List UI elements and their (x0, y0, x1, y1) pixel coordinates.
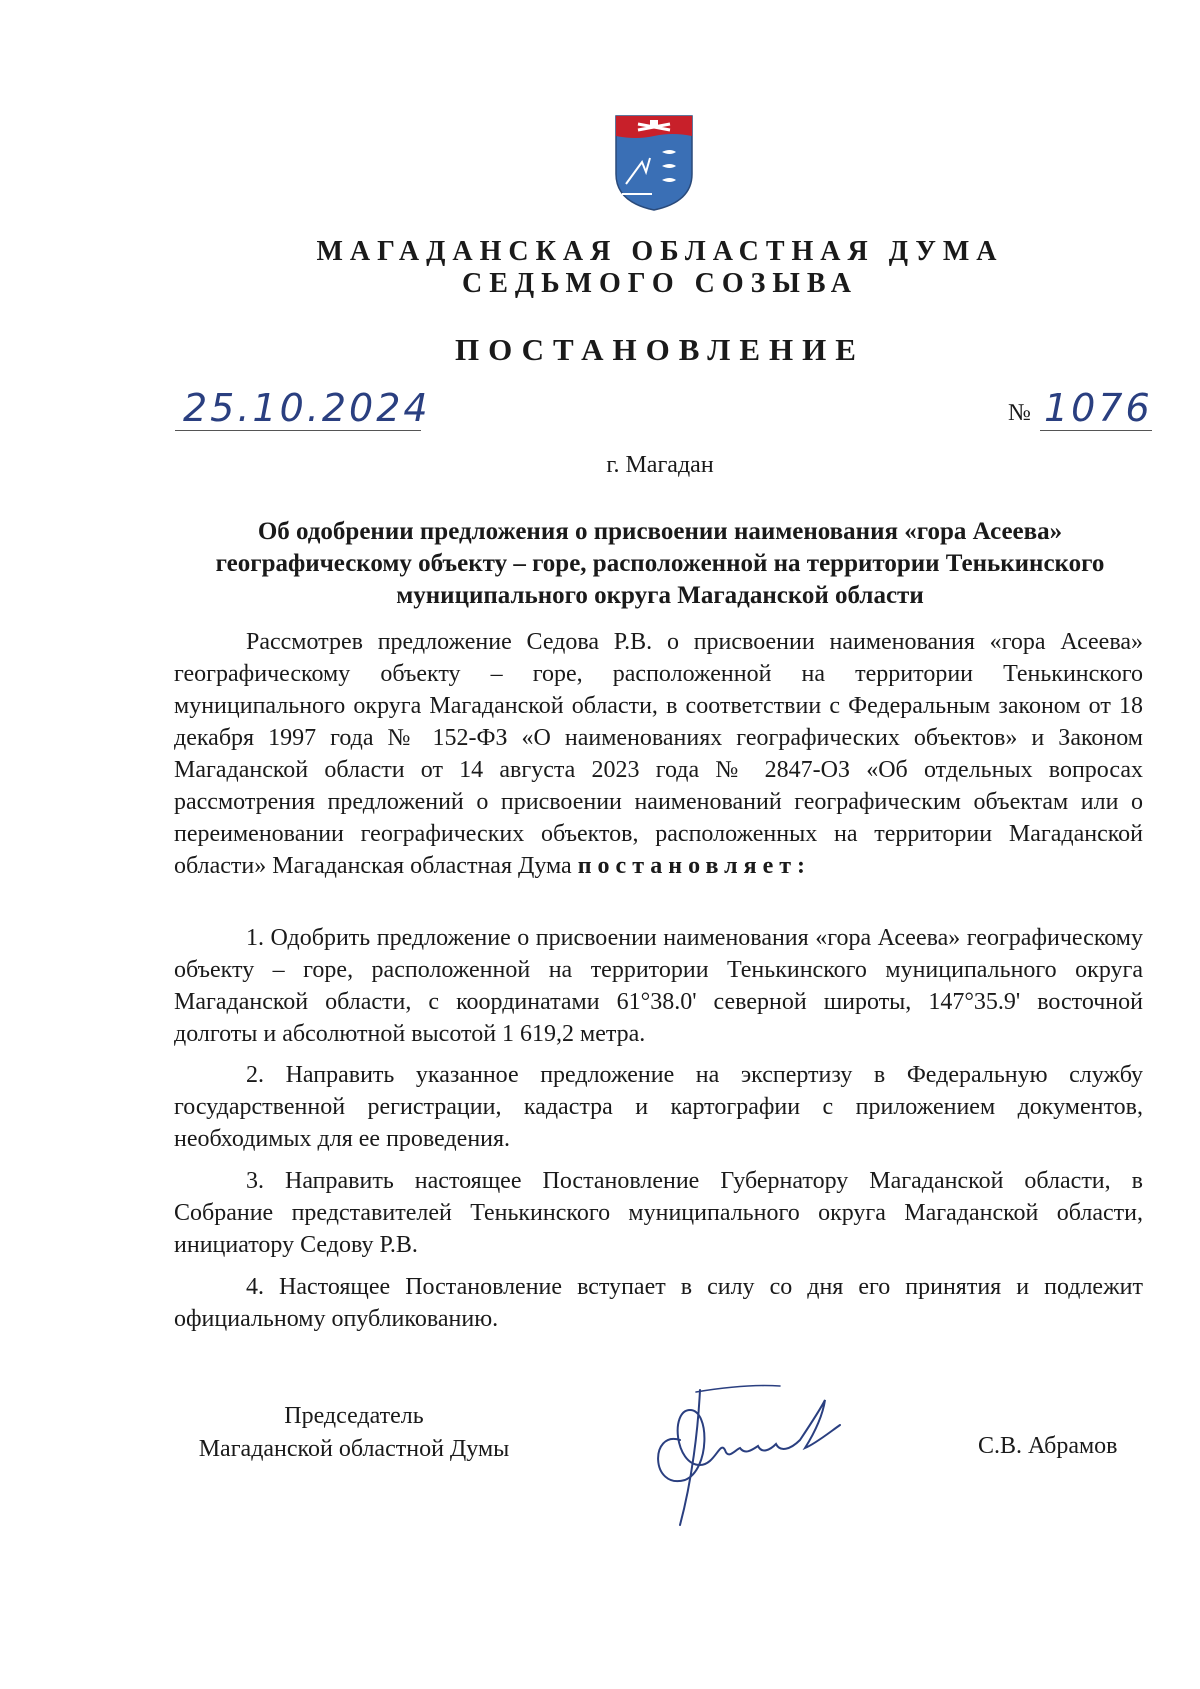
document-subject: Об одобрении предложения о присвоении наименования «гора Асеева» географическому объекту – горе, расположенной на территории Тенькинского муниципального округа Магаданской области (215, 518, 1105, 609)
clause-text: 2. Направить указанное предложение на экспертизу в Федеральную службу государственной регистрации, кадастра и картографии с приложением документов, необходимых для ее проведения. (174, 1062, 1143, 1152)
clause-2 (174, 1059, 1143, 1155)
organization-name: МАГАДАНСКАЯ ОБЛАСТНАЯ ДУМА (316, 236, 1004, 267)
document-type-title: ПОСТАНОВЛЕНИЕ (455, 332, 865, 367)
preamble-body: Рассмотрев предложение Седова Р.В. о присвоении наименования «гора Асеева» географическому объекту – горе, расположенной на территории Тенькинского муниципального округа Магаданской области, в соответствии с Федеральным законом от 18 декабря 1997 года № 152-ФЗ «О наименованиях географических объектов» и Законом Магаданской области от 14 августа 2023 года № 2847-ОЗ «Об отдельных вопросах рассмотрения предложений о присвоении наименований географическим объектам или о переименовании географических объектов, расположенных на территории Магаданской области» Магаданская областная Дума (174, 629, 1143, 879)
signatory-title-line2: Магаданской областной Думы (198, 1436, 510, 1462)
clause-text: 4. Настоящее Постановление вступает в силу со дня его принятия и подлежит официальному опубликованию. (174, 1274, 1143, 1332)
resolves-word: постановляет (577, 853, 798, 879)
document-number: 1076 (1044, 386, 1153, 430)
signatory-title-line1: Председатель (284, 1403, 424, 1429)
clause-4 (174, 1271, 1143, 1335)
clause-text: 1. Одобрить предложение о присвоении наименования «гора Асеева» географическому объекту – горе, расположенной на территории Тенькинского муниципального округа Магаданской области, с координатами 61°38.0' северной широты, 147°35.9' восточной долготы и абсолютной высотой 1 619,2 метра. (174, 925, 1143, 1047)
clause-1 (174, 922, 1143, 1050)
convocation: СЕДЬМОГО СОЗЫВА (461, 268, 859, 299)
signatory-name: С.В. Абрамов (978, 1433, 1118, 1459)
coat-of-arms-emblem (612, 112, 696, 212)
preamble (174, 626, 1143, 882)
document-date: 25.10.2024 (183, 386, 431, 430)
number-field (1040, 388, 1152, 431)
preamble-text (174, 626, 1143, 882)
clause-3 (174, 1165, 1143, 1261)
date-field (175, 386, 431, 431)
resolves-colon: : (797, 853, 806, 879)
handwritten-signature (640, 1370, 860, 1530)
clause-text: 3. Направить настоящее Постановление Губернатору Магаданской области, в Собрание представителей Тенькинского муниципального округа Магаданской области, инициатору Седову Р.В. (174, 1168, 1143, 1258)
number-label: № (1008, 400, 1031, 426)
signatory-title (174, 1400, 534, 1466)
city: г. Магадан (606, 452, 714, 478)
